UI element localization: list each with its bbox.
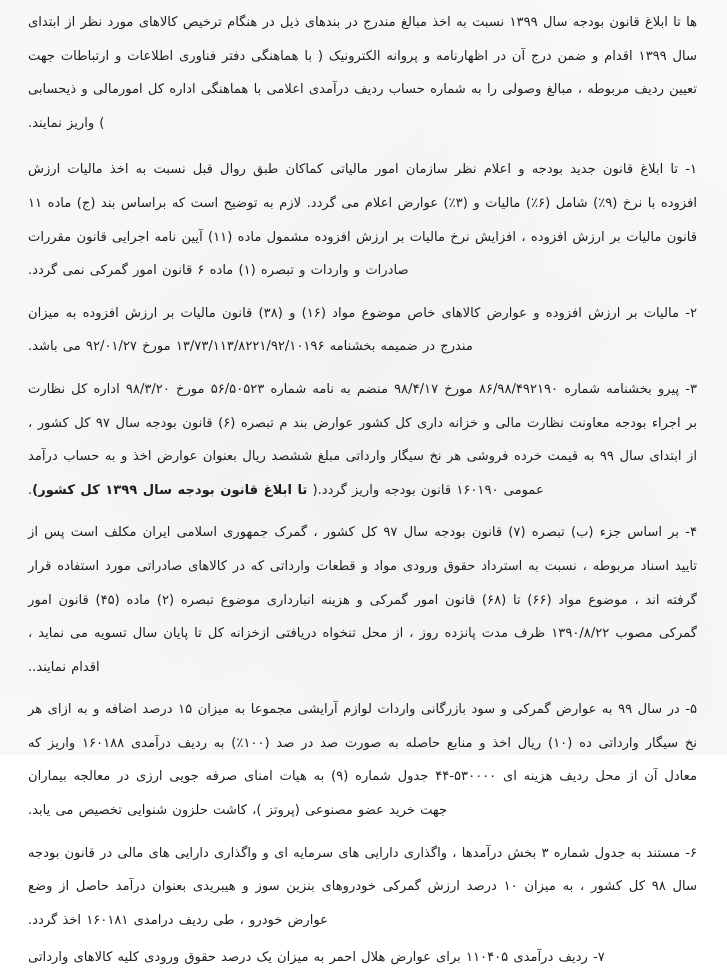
clause-6-paragraph: ۶- مستند به جدول شماره ۳ بخش درآمدها ، واگذاری دارایی های سرمایه ای و واگذاری دارایی های مالی در قانون بودجه سال ۹۸ کل کشور ، به میزان ۱۰ درصد ارزش گمرکی خودروهای بنزین سوز و هیبریدی بعنوان درآمد حاصل از وضع عوارض خودرو ، طی ردیف درامدی ۱۶۰۱۸۱ اخذ گردد.: [28, 845, 697, 928]
clause-7-paragraph: ۷- ردیف درآمدی ۱۱۰۴۰۵ برای عوارض هلال احمر به میزان یک درصد حقوق ورودی کلیه کالاهای وارداتی: [28, 950, 605, 966]
intro-paragraph: ها تا ابلاغ قانون بودجه سال ۱۳۹۹ نسبت به اخذ مبالغ مندرج در بندهای ذیل در هنگام ترخیص کالاهای مورد نظر از ابتدای سال ۱۳۹۹ اقدام و ضمن درج آن در اظهارنامه و پروانه الکترونیک ( با هماهنگی دفتر فناوری اطلاعات و ارتباطات جهت تعیین ردیف مربوطه ، مبالغ وصولی را به شماره حساب ردیف درآمدی اعلامی با هماهنگی اداره کل امورمالی و ذیحسابی ) واریز نمایند.: [28, 15, 698, 131]
clause-4-paragraph: ۴- بر اساس جزء (ب) تبصره (۷) قانون بودجه سال ۹۷ کل کشور ، گمرک جمهوری اسلامی ایران مکلف است پس از تایید اسناد مربوطه ، نسبت به استرداد حقوق ورودی مواد و قطعات وارداتی که در کالاهای صادراتی مورد استفاده قرار گرفته اند ، موضوع مواد (۶۶) تا (۶۸) قانون امور گمرکی و هزینه انبارداری موضوع تبصره (۲) ماده (۴۵) قانون امور گمرکی مصوب ۱۳۹۰/۸/۲۲ ظرف مدت پانزده روز ، از محل تنخواه دریافتی ازخزانه کل تا پایان سال تسویه می نماید ، اقدام نمایند..: [28, 525, 698, 675]
clause-3-emphasis: تا ابلاغ قانون بودجه سال ۱۳۹۹ کل کشور): [32, 482, 308, 498]
clause-3-paragraph: [28, 373, 697, 507]
clause-5-paragraph: ۵- در سال ۹۹ به عوارض گمرکی و سود بازرگانی واردات لوازم آرایشی مجموعا به میزان ۱۵ درصد اضافه و به ازای هر نخ سیگار وارداتی ده (۱۰) ریال اخذ و منابع حاصله به صورت صد در صد (۱۰۰٪) به ردیف درآمدی ۱۶۰۱۸۸ واریز که معادل آن از محل ردیف هزینه ای ۵۳۰۰۰۰-۴۴ جدول شماره (۹) به هیات امنای صرفه جویی ارزی در معالجه بیماران جهت خرید عضو مصنوعی (پروتز )، کاشت حلزون شنوایی تخصیص می یابد.: [28, 702, 698, 819]
clause-3-text: ۳- پیرو بخشنامه شماره ۸۶/۹۸/۴۹۲۱۹۰ مورخ ۹۸/۴/۱۷ منضم به نامه شماره ۵۶/۵۰۵۲۳ مورخ ۹۸/۳/۲۰ اداره کل نظارت بر اجراء بودجه معاونت نظارت مالی و خزانه داری کل کشور عوارض بند م تبصره (۶) قانون بودجه سال ۹۷ کل کشور ، از ابتدای سال ۹۹ به قیمت خرده فروشی هر نخ سیگار وارداتی مبلغ ششصد ریال بعنوان عوارض اخذ و به حساب درآمد عمومی ۱۶۰۱۹۰ قانون بودجه واریز گردد.(: [28, 381, 698, 498]
clause-1-paragraph: ۱- تا ابلاغ قانون جدید بودجه و اعلام نظر سازمان امور مالیاتی کماکان طبق روال قبل نسبت به اخذ مالیات ارزش افزوده با نرخ (۹٪) شامل (۶٪) مالیات و (۳٪) عوارض اعلام می گردد. لازم به توضیح است که براساس بند (ج) ماده ۱۱ قانون مالیات بر ارزش افزوده ، افزایش نرخ مالیات بر ارزش افزوده مشمول ماده (۱۱) آیین نامه اجرایی قانون مقررات صادرات و واردات و تبصره (۱) ماده ۶ قانون امور گمرکی نمی گردد.: [28, 162, 697, 279]
clause-2-paragraph: ۲- مالیات بر ارزش افزوده و عوارض کالاهای خاص موضوع مواد (۱۶) و (۳۸) قانون مالیات بر ارزش افزوده به میزان مندرج در ضمیمه بخشنامه ۱۳/۷۳/۱۱۳/۸۲۲۱/۹۲/۱۰۱۹۶ مورخ ۹۲/۰۱/۲۷ می باشد.: [28, 305, 697, 355]
clause-3-suffix: .: [28, 482, 33, 498]
document-body: [28, 6, 697, 975]
